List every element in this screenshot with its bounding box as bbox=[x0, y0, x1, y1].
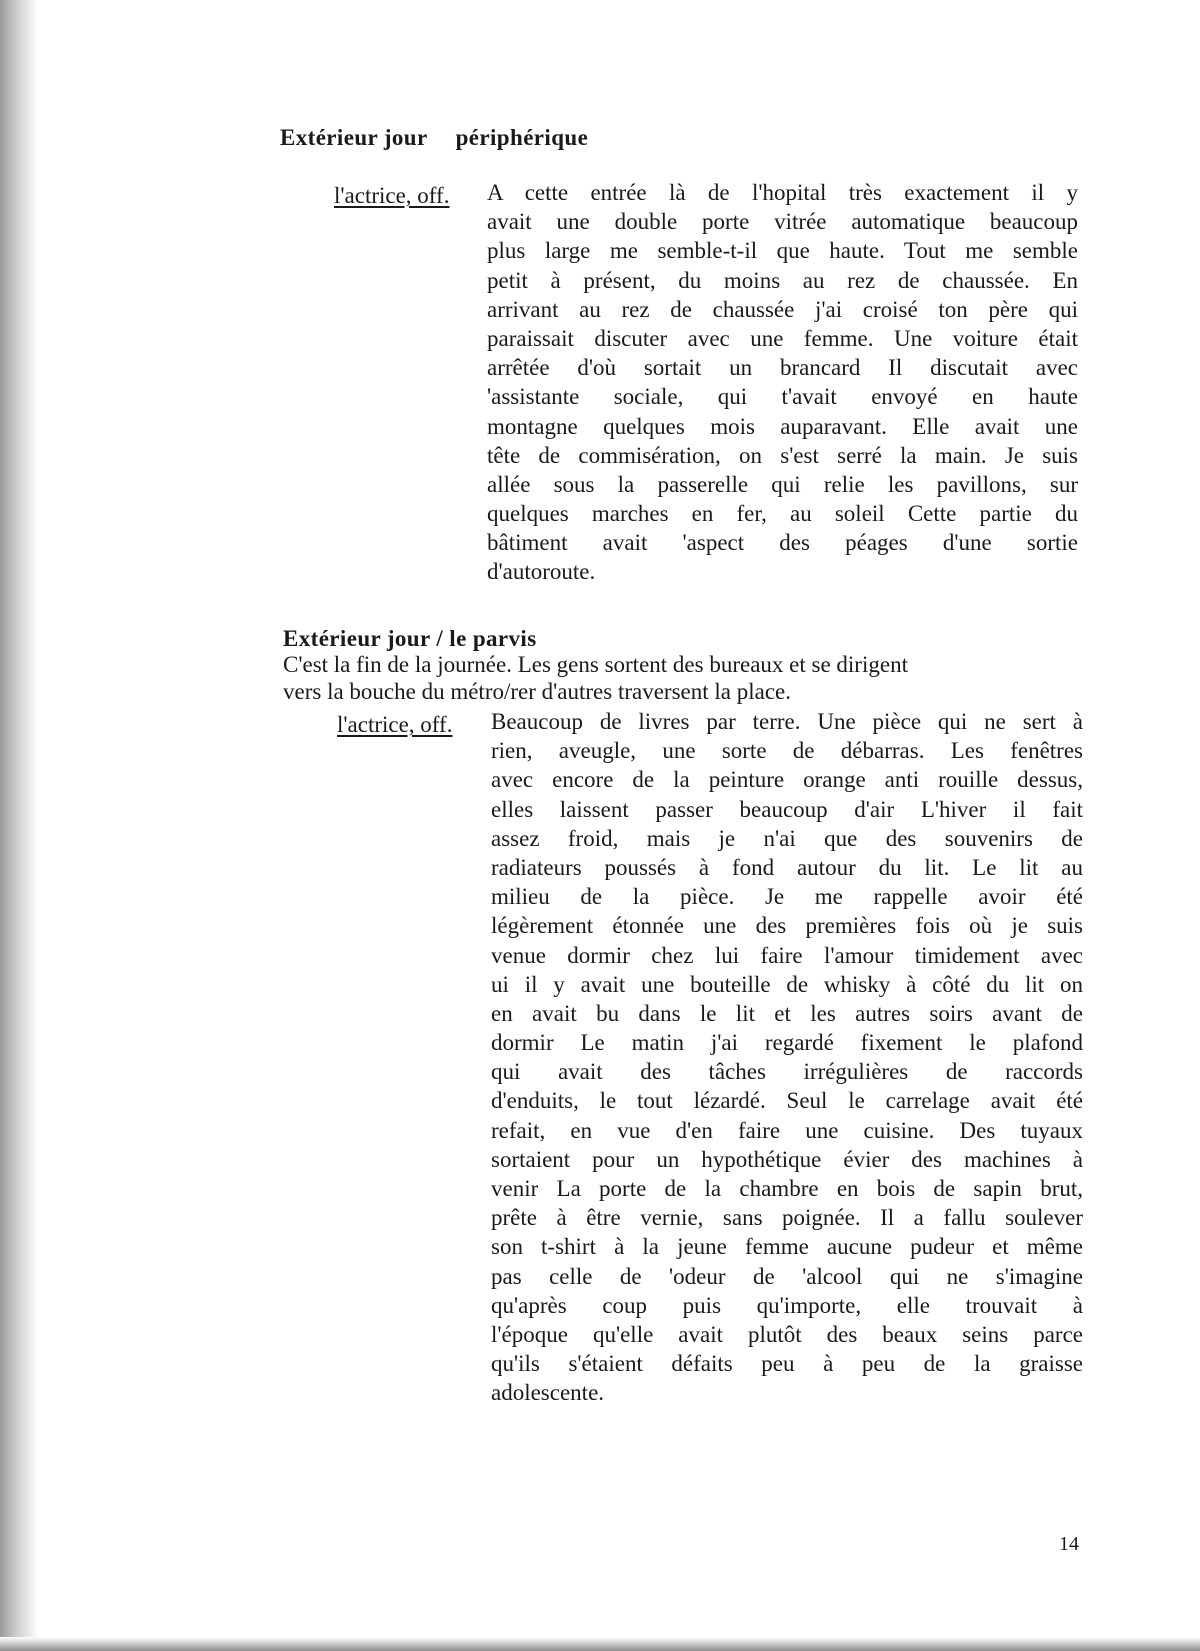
scene-heading-2: Extérieur jour / le parvis bbox=[283, 626, 537, 651]
voiceover-line: prête à être vernie, sans poignée. Il a fallu soulever bbox=[491, 1205, 1083, 1231]
scan-bottom-shadow bbox=[0, 1637, 1200, 1651]
voiceover-line: d'autoroute. bbox=[487, 559, 596, 585]
voiceover-line: avec encore de la peinture orange anti rouille dessus, bbox=[491, 767, 1083, 793]
voiceover-line: pas celle de 'odeur de 'alcool qui ne s'imagine bbox=[491, 1263, 1083, 1289]
scene-description bbox=[283, 651, 908, 705]
voiceover-line: qu'ils s'étaient défaits peu à peu de la graisse bbox=[491, 1351, 1083, 1377]
voiceover-line: assez froid, mais je n'ai que des souvenirs de bbox=[491, 825, 1083, 851]
voiceover-line: petit à présent, du moins au rez de chaussée. En bbox=[487, 267, 1078, 293]
voiceover-line: arrêtée d'où sortait un brancard Il discutait avec bbox=[487, 355, 1078, 381]
voiceover-line: son t-shirt à la jeune femme aucune pudeur et même bbox=[491, 1234, 1083, 1260]
scene-heading-location: Extérieur jour bbox=[280, 125, 428, 150]
voiceover-line: venue dormir chez lui faire l'amour timidement avec bbox=[491, 942, 1083, 968]
voiceover-line: tête de commisération, on s'est serré la main. Je suis bbox=[487, 442, 1078, 468]
voiceover-line: venir La porte de la chambre en bois de sapin brut, bbox=[491, 1176, 1083, 1201]
voiceover-line: milieu de la pièce. Je me rappelle avoir été bbox=[491, 884, 1083, 910]
voiceover-line: 'assistante sociale, qui t'avait envoyé en haute bbox=[487, 384, 1078, 410]
voiceover-line: rien, aveugle, une sorte de débarras. Les fenêtres bbox=[491, 738, 1083, 764]
voiceover-line: légèrement étonnée une des premières fois où je suis bbox=[491, 913, 1083, 939]
voiceover-line: ui il y avait une bouteille de whisky à côté du lit on bbox=[491, 971, 1083, 997]
page-number: 14 bbox=[1059, 1533, 1079, 1555]
voiceover-line: montagne quelques mois auparavant. Elle avait une bbox=[487, 413, 1078, 439]
voiceover-line: radiateurs poussés à fond autour du lit. Le lit au bbox=[491, 854, 1083, 880]
description-line: vers la bouche du métro/rer d'autres traversent la place. bbox=[283, 679, 791, 704]
voiceover-line: dormir Le matin j'ai regardé fixement le plafond bbox=[491, 1030, 1083, 1056]
voiceover-line: qu'après coup puis qu'importe, elle trouvait à bbox=[491, 1292, 1083, 1318]
voiceover-line: A cette entrée là de l'hopital très exactement il y bbox=[487, 180, 1078, 205]
scene-heading-place: périphérique bbox=[455, 125, 589, 150]
voiceover-line: bâtiment avait 'aspect des péages d'une sortie bbox=[487, 530, 1078, 556]
voiceover-line: quelques marches en fer, au soleil Cette partie du bbox=[487, 501, 1078, 527]
voiceover-line: Beaucoup de livres par terre. Une pièce qui ne sert à bbox=[491, 709, 1083, 734]
voiceover-paragraph bbox=[487, 178, 1078, 587]
voiceover-line: l'époque qu'elle avait plutôt des beaux seins parce bbox=[491, 1321, 1083, 1347]
voiceover-line: plus large me semble-t-il que haute. Tout me semble bbox=[487, 238, 1078, 264]
voiceover-line: refait, en vue d'en faire une cuisine. Des tuyaux bbox=[491, 1117, 1083, 1143]
voiceover-line: paraissait discuter avec une femme. Une voiture était bbox=[487, 325, 1078, 351]
voiceover-line: elles laissent passer beaucoup d'air L'hiver il fait bbox=[491, 796, 1083, 822]
voiceover-line: qui avait des tâches irrégulières de raccords bbox=[491, 1059, 1083, 1085]
voiceover-paragraph bbox=[491, 707, 1083, 1408]
voiceover-line: d'enduits, le tout lézardé. Seul le carrelage avait été bbox=[491, 1088, 1083, 1114]
speaker-label: l'actrice, off. bbox=[337, 712, 453, 737]
description-line: C'est la fin de la journée. Les gens sortent des bureaux et se dirigent bbox=[283, 652, 908, 677]
speaker-label: l'actrice, off. bbox=[334, 183, 450, 208]
voiceover-line: arrivant au rez de chaussée j'ai croisé ton père qui bbox=[487, 296, 1078, 322]
voiceover-line: avait une double porte vitrée automatique beaucoup bbox=[487, 209, 1078, 235]
voiceover-line: sortaient pour un hypothétique évier des machines à bbox=[491, 1146, 1083, 1172]
scene-heading-1 bbox=[280, 126, 588, 149]
voiceover-line: allée sous la passerelle qui relie les pavillons, sur bbox=[487, 471, 1078, 497]
voiceover-line: adolescente. bbox=[491, 1380, 605, 1406]
voiceover-line: en avait bu dans le lit et les autres soirs avant de bbox=[491, 1000, 1083, 1026]
